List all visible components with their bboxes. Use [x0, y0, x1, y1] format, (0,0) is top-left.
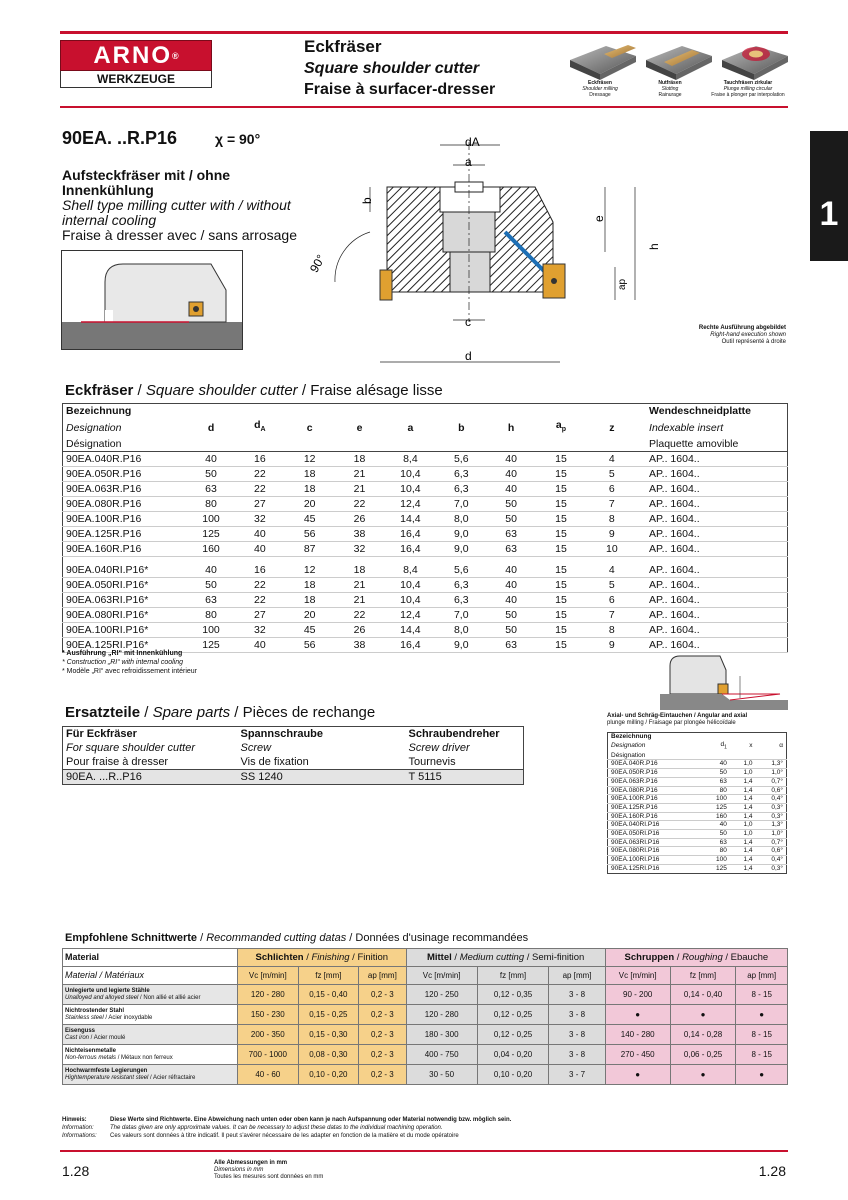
page-number-left: 1.28 [62, 1163, 90, 1179]
table-row: 90EA.100RI.P16* 100 32 45 26 14,4 8,0 50 15 8 AP.. 1604.. [63, 622, 788, 637]
table-row: 90EA.125R.P16 125 40 56 38 16,4 9,0 63 15 9 AP.. 1604.. [63, 527, 788, 542]
table-row: 90EA.080RI.P16* 80 27 20 22 12,4 7,0 50 15 7 AP.. 1604.. [63, 607, 788, 622]
cutting-section-title: Empfohlene Schnittwerte / Recommanded cutting datas / Données d'usinage recommandées [65, 932, 529, 944]
table-row: 90EA.063RI.P16 63 1,4 0,7° [608, 838, 787, 847]
drawing-note: Rechte Ausführung abgebildet Right-hand execution shown Outil représenté à droite [698, 325, 786, 345]
op-shoulder-milling: Eckfräsen Shoulder milling Dressage [582, 80, 618, 98]
table-row: 90EA.050R.P16 50 22 18 21 10,4 6,3 40 15 5 AP.. 1604.. [63, 467, 788, 482]
angular-table: Bezeichnung Designation $d_1$ x α Désignation 90EA.040R.P16 40 1,0 1,3° 90EA.050R.P16 50 1,0 1,0° 90EA.063R.P16 63 1,4 0,7° 90EA.080R.P16 80 1,4 0,6° 90EA.100R.P16 100 1,4 0,4° 90EA.125R.P16 125 1,4 0,3° 90EA.160R.P16 160 1,4 0,3° 90EA.040RI.P16 40 1,0 1,3° 90EA.050RI.P16 50 1,0 1,0° 90EA.063RI.P16 63 1,4 0,7° 90EA.080RI.P16 80 1,4 0,6° 90EA.100RI.P16 100 1,4 0,4° 90EA.125RI.P16 125 1,4 0,3° [607, 732, 787, 874]
table-row: 90EA.100R.P16 100 32 45 26 14,4 8,0 50 15 8 AP.. 1604.. [63, 512, 788, 527]
table-row: 90EA.050RI.P16 50 1,0 1,0° [608, 830, 787, 839]
main-footnotes: * Ausführung „RI“ mit Innenkühlung * Construction „RI“ with internal cooling * Modèle „RI“ avec refroidissement intérieur [62, 650, 197, 675]
table-row: 90EA.040RI.P16* 40 16 12 18 8,4 5,6 40 15 4 AP.. 1604.. [63, 563, 788, 578]
main-section-title: Eckfräser / Square shoulder cutter / Fraise alésage lisse [65, 382, 443, 399]
header-rule [60, 106, 788, 108]
table-row: 90EA.100R.P16 100 1,4 0,4° [608, 795, 787, 804]
title-fr: Fraise à surfacer-dresser [304, 81, 496, 98]
table-row: 90EA.040RI.P16 40 1,0 1,3° [608, 821, 787, 830]
op-plunge: Tauchfräsen zirkular Plunge milling circular Fraise à plonger par interpolation [711, 80, 785, 98]
table-row: 90EA.100RI.P16 100 1,4 0,4° [608, 856, 787, 865]
table-row: 90EA.063RI.P16* 63 22 18 21 10,4 6,3 40 15 6 AP.. 1604.. [63, 592, 788, 607]
table-row: 90EA.125RI.P16 125 1,4 0,3° [608, 864, 787, 873]
title-de: Eckfräser [304, 37, 382, 56]
dimensions-note: Alle Abmessungen in mm Dimensions in mm Toutes les mesures sont données en mm [214, 1160, 324, 1180]
product-code: 90EA. ..R.P16 [62, 128, 178, 148]
table-row: Nichtrostender Stahl Stainless steel / Acier inoxydable 150 - 230 0,15 - 0,25 0,2 - 3 120 - 280 0,12 - 0,25 3 - 8 ● ● ● [63, 1005, 788, 1025]
dim-h: h [647, 243, 661, 250]
spare-section-title: Ersatzteile / Spare parts / Pièces de rechange [65, 704, 376, 721]
table-row: 90EA.125R.P16 125 1,4 0,3° [608, 803, 787, 812]
table-row: 90EA.063R.P16 63 1,4 0,7° [608, 777, 787, 786]
top-rule [60, 31, 788, 34]
table-row: Hochwarmfeste Legierungen Hightemperature resistant steel / Acier réfractaire 40 - 60 0,10 - 0,20 0,2 - 3 30 - 50 0,10 - 0,20 3 - 7 ● ● ● [63, 1065, 788, 1085]
dim-d: d [465, 349, 472, 363]
dim-dA: dA [465, 135, 480, 149]
table-row: 90EA.050RI.P16* 50 22 18 21 10,4 6,3 40 15 5 AP.. 1604.. [63, 577, 788, 592]
dim-a: a [465, 155, 472, 169]
table-row: 90EA.080R.P16 80 27 20 22 12,4 7,0 50 15 7 AP.. 1604.. [63, 497, 788, 512]
op-slotting: Nutfräsen Slotting Rainurage [658, 80, 682, 98]
table-row: 90EA.080RI.P16 80 1,4 0,6° [608, 847, 787, 856]
cutting-hints: Hinweis: Diese Werte sind Richtwerte. Eine Abweichung nach unten oder oben kann je nach Aufspannung oder Material notwendig bzw. möglich sein. Information: The datas given are only approximate values. It can be necessary to adjust these datas to the individual machining operation. Informations: Ces valeurs sont données à titre indicatif. Il peut s'avérer nécessaire de les adapter en fonction de la matière et du mode opératoire [62, 1117, 512, 1139]
dim-ap: ap [617, 278, 628, 290]
cutter-drawing [295, 132, 661, 372]
dim-e: e [592, 215, 606, 222]
table-row: Unlegierte und legierte Stähle Unalloyed and alloyed steel / Non allié et allié acier 120 - 280 0,15 - 0,40 0,2 - 3 120 - 250 0,12 - 0,35 3 - 8 90 - 200 0,14 - 0,40 8 - 15 [63, 985, 788, 1005]
table-row: 90EA.160R.P16 160 40 87 32 16,4 9,0 63 15 10 AP.. 1604.. [63, 542, 788, 557]
product-description: Aufsteckfräser mit / ohne Innenkühlung Shell type milling cutter with / without internal cooling Fraise à dresser avec / sans arrosage [62, 167, 297, 243]
plunge-sketch [660, 654, 788, 710]
application-sketch [61, 250, 243, 350]
title-en: Square shoulder cutter [304, 60, 480, 77]
operations-images [566, 40, 790, 82]
product-angle: χ = 90° [215, 131, 261, 147]
table-row: 90EA.040R.P16 40 16 12 18 8,4 5,6 40 15 4 AP.. 1604.. [63, 452, 788, 467]
chapter-tab: 1 [810, 131, 848, 261]
spare-table: Für Eckfräser Spannschraube Schraubendreher For square shoulder cutter Screw Screw driver Pour fraise à dresser Vis de fixation Tournevis 90EA. ...R..P16 SS 1240 T 5115 [62, 726, 524, 785]
table-row: Eisenguss Cast iron / Acier moulé 200 - 350 0,15 - 0,30 0,2 - 3 180 - 300 0,12 - 0,25 3 - 8 140 - 280 0,14 - 0,28 8 - 15 [63, 1025, 788, 1045]
table-row: 90EA.050R.P16 50 1,0 1,0° [608, 769, 787, 778]
table-row: 90EA.080R.P16 80 1,4 0,6° [608, 786, 787, 795]
page-number-right: 1.28 [758, 1163, 786, 1179]
dim-b: b [360, 197, 374, 204]
table-row: Nichteisenmetalle Non-ferrous metals / Métaux non ferreux 700 - 1000 0,08 - 0,30 0,2 - 3 400 - 750 0,04 - 0,20 3 - 8 270 - 450 0,06 - 0,25 8 - 15 [63, 1045, 788, 1065]
table-row: 90EA.063R.P16 63 22 18 21 10,4 6,3 40 15 6 AP.. 1604.. [63, 482, 788, 497]
main-table: Bezeichnung Wendeschneidplatte Designation d $d_A$ c e a b h $a_p$ z Indexable insert Désignation Plaquette amovible 90EA.040R.P16 40 16 12 18 8,4 5,6 40 15 4 AP.. 1604.. 90EA.050R.P16 50 22 18 21 10,4 6,3 40 15 5 AP.. 1604.. 90EA.063R.P16 63 22 18 21 10,4 6,3 40 15 6 AP.. 1604.. 90EA.080R.P16 80 27 20 22 12,4 7,0 50 15 7 AP.. 1604.. 90EA.100R.P16 100 32 45 26 14,4 8,0 50 15 8 AP.. 1604.. 90EA.125R.P16 125 40 56 38 16,4 9,0 63 15 9 AP.. 1604.. 90EA.160R.P16 160 40 87 32 16,4 9,0 63 15 10 AP.. 1604.. 90EA.040RI.P16* 40 16 12 18 8,4 5,6 40 15 4 AP.. 1604.. 90EA.050RI.P16* 50 22 18 21 10,4 6,3 40 15 5 AP.. 1604.. 90EA.063RI.P16* 63 22 18 21 10,4 6,3 40 15 6 AP.. 1604.. 90EA.080RI.P16* 80 27 20 22 12,4 7,0 50 15 7 AP.. 1604.. 90EA.100RI.P16* 100 32 45 26 14,4 8,0 50 15 8 AP.. 1604.. 90EA.125RI.P16* 125 40 56 38 16,4 9,0 63 15 9 AP.. 1604.. [62, 403, 788, 653]
angular-title: Axial- und Schräg-Eintauchen / Angular and axial plunge milling / Fraisage par plongée hélicoïdale [607, 713, 748, 726]
dim-angle: 90° [306, 252, 329, 275]
dim-c: c [465, 315, 471, 329]
table-row: 90EA.125RI.P16* 125 40 56 38 16,4 9,0 63 15 9 AP.. 1604.. [63, 637, 788, 652]
table-row: 90EA.160R.P16 160 1,4 0,3° [608, 812, 787, 821]
table-row: 90EA.040R.P16 40 1,0 1,3° [608, 760, 787, 769]
arno-logo: ARNO® WERKZEUGE [60, 40, 212, 90]
cutting-table: Material Schlichten / Finishing / Finition Mittel / Medium cutting / Semi-finition Schruppen / Roughing / Ebauche Material / Matériaux Vc [m/min] fz [mm] ap [mm] Vc [m/min] fz [mm] ap [mm] Vc [m/min] fz [mm] ap [mm] Unlegierte und legierte Stähle Unalloyed and alloyed steel / Non allié et allié acier 120 - 280 0,15 - 0,40 0,2 - 3 120 - 250 0,12 - 0,35 3 - 8 90 - 200 0,14 - 0,40 8 - 15 Nichtrostender Stahl Stainless steel / Acier inoxydable 150 - 230 0,15 - 0,25 0,2 - 3 120 - 280 0,12 - 0,25 3 - 8 ● ● ● Eisenguss Cast iron / Acier moulé 200 - 350 0,15 - 0,30 0,2 - 3 180 - 300 0,12 - 0,25 3 - 8 140 - 280 0,14 - 0,28 8 - 15 Nichteisenmetalle Non-ferrous metals / Métaux non ferreux 700 - 1000 0,08 - 0,30 0,2 - 3 400 - 750 0,04 - 0,20 3 - 8 270 - 450 0,06 - 0,25 8 - 15 Hochwarmfeste Legierungen Hightemperature resistant steel / Acier réfractaire 40 - 60 0,10 - 0,20 0,2 - 3 30 - 50 0,10 - 0,20 3 - 7 ● ● ● [62, 948, 788, 1085]
footer-rule [60, 1150, 788, 1152]
